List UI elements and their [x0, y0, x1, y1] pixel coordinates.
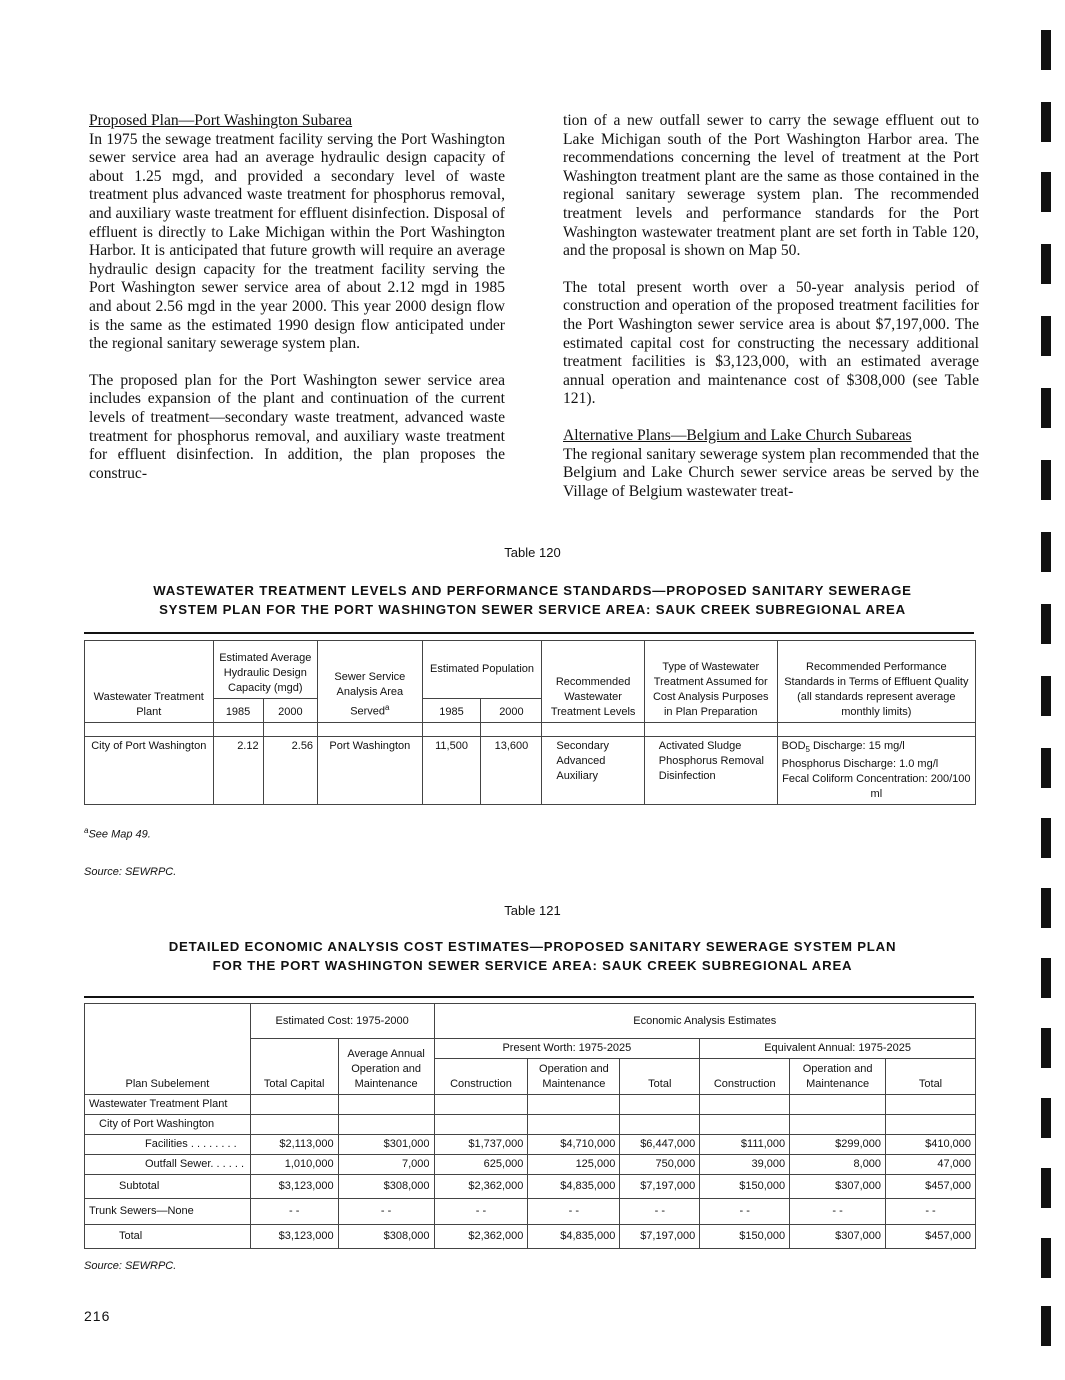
bod-value: Discharge: 15 mg/l [809, 740, 905, 752]
header-type: Type of Wastewater Treatment Assumed for Cost Analysis Purposes in Plan Preparation [644, 641, 777, 723]
source-note: Source: SEWRPC. [84, 1260, 177, 1272]
row-label: Wastewater Treatment Plant [85, 1095, 251, 1115]
table-cell-standards [777, 737, 975, 805]
paragraph: tion of a new outfall sewer to carry the sewage effluent out to Lake Michigan south of the Port Washington Harbor area. The recommendations concerning the level of treatment at the Port Washington treatment plant are the same as those contained in the regional sanitary sewerage system plan. The recommended treatment levels and performance standards for the Port Washington wastewater treatment plant are set forth in Table 120, and the proposal is shown on Map 50. [563, 112, 979, 260]
table-cell: $301,000 [338, 1135, 434, 1155]
header-present-worth: Present Worth: 1975-2025 [434, 1039, 700, 1059]
table-cell: $150,000 [700, 1225, 790, 1249]
table-cell [886, 1095, 976, 1115]
table-title-line: WASTEWATER TREATMENT LEVELS AND PERFORMANCE STANDARDS—PROPOSED SANITARY SEWERAGE [153, 583, 912, 598]
level-item: Advanced [556, 755, 606, 767]
binding-mark [1041, 1098, 1051, 1138]
binding-mark [1041, 1306, 1051, 1346]
table-cell [620, 1095, 700, 1115]
paragraph: In 1975 the sewage treatment facility serving the Port Washington sewer service area had an average hydraulic design capacity of about 1.25 mgd, and provided a secondary level of waste treatment plus advanced waste treatment for phosphorus removal, and auxiliary waste treatment for effluent disinfection. Disposal of effluent is directly to Lake Michigan within the Port Washington Harbor. It is anticipated that future growth will require an average hydraulic design capacity for the treatment facility serving the Port Washington sewer service area of about 2.12 mgd in 1985 and about 2.56 mgd in the year 2000. This year 2000 design flow is the same as the estimated 1990 design flow anticipated under the regional sanitary sewerage system plan. [89, 130, 505, 353]
section-heading-alternative-plans: Alternative Plans—Belgium and Lake Church Subareas [563, 426, 912, 444]
binding-mark [1041, 244, 1051, 284]
header-year: 2000 [481, 699, 542, 723]
header-plant: Wastewater Treatment Plant [85, 641, 214, 723]
table-cell: $4,835,000 [528, 1225, 620, 1249]
table-title [0, 581, 1065, 619]
header-total: Total [886, 1059, 976, 1095]
table-cell: 125,000 [528, 1155, 620, 1175]
binding-mark [1041, 102, 1051, 142]
footnote-marker: a [385, 703, 390, 713]
level-item: Auxiliary [556, 770, 598, 782]
table-cell: $307,000 [790, 1175, 886, 1199]
header-total-capital: Total Capital [250, 1039, 338, 1095]
binding-mark [1041, 1028, 1051, 1068]
table-cell [250, 1115, 338, 1135]
table-cell: 7,000 [338, 1155, 434, 1175]
table-cell-levels [542, 737, 644, 805]
binding-mark [1041, 1238, 1051, 1278]
binding-mark [1041, 888, 1051, 928]
table-cell: $410,000 [886, 1135, 976, 1155]
table-cell: $2,362,000 [434, 1175, 528, 1199]
binding-mark [1041, 388, 1051, 428]
header-construction: Construction [434, 1059, 528, 1095]
table-cell: City of Port Washington [85, 737, 214, 805]
table-cell: $4,710,000 [528, 1135, 620, 1155]
footnote-marker: a [84, 826, 89, 835]
table-cell: $308,000 [338, 1175, 434, 1199]
type-item: Phosphorus Removal [658, 755, 764, 767]
table-cell: 1,010,000 [250, 1155, 338, 1175]
table-row [85, 1225, 976, 1249]
binding-marks [1035, 0, 1065, 1380]
bod-standard [782, 739, 971, 757]
table-cell: 13,600 [481, 737, 542, 805]
table-cell: - - [338, 1199, 434, 1225]
header-year: 2000 [263, 699, 317, 723]
table-cell: $308,000 [338, 1225, 434, 1249]
binding-mark [1041, 172, 1051, 212]
header-standards: Recommended Performance Standards in Terms of Effluent Quality (all standards represent average monthly limits) [777, 641, 975, 723]
table-row [85, 1155, 976, 1175]
table-cell: - - [528, 1199, 620, 1225]
table-cell: - - [250, 1199, 338, 1225]
type-item: Disinfection [658, 770, 716, 782]
level-item: Secondary [556, 740, 610, 752]
section-heading-port-washington: Proposed Plan—Port Washington Subarea [89, 112, 353, 129]
table-cell: 47,000 [886, 1155, 976, 1175]
table-cell: 750,000 [620, 1155, 700, 1175]
table-cell: 2.56 [263, 737, 317, 805]
table-cell: $299,000 [790, 1135, 886, 1155]
table-row [85, 1175, 976, 1199]
row-label: Trunk Sewers—None [85, 1199, 251, 1225]
header-om: Operation and Maintenance [790, 1059, 886, 1095]
table-cell [434, 1115, 528, 1135]
table-cell [338, 1115, 434, 1135]
row-label: Facilities . . . . . . . . [85, 1135, 251, 1155]
table-cell: $2,362,000 [434, 1225, 528, 1249]
table-row [85, 1095, 976, 1115]
table-cell [338, 1095, 434, 1115]
page-number: 216 [84, 1308, 111, 1324]
table-cell: $3,123,000 [250, 1175, 338, 1199]
table-cell [886, 1115, 976, 1135]
type-item: Activated Sludge [658, 740, 742, 752]
row-label: Total [85, 1225, 251, 1249]
phosphorus-standard: Phosphorus Discharge: 1.0 mg/l [781, 758, 939, 771]
table-title-line: DETAILED ECONOMIC ANALYSIS COST ESTIMATES—PROPOSED SANITARY SEWERAGE SYSTEM PLAN [168, 939, 897, 954]
table-label: Table 121 [504, 903, 561, 918]
table-cell: 11,500 [422, 737, 481, 805]
bod-label: BOD [781, 740, 806, 752]
header-avg-om: Average Annual Operation and Maintenance [338, 1039, 434, 1095]
row-label: City of Port Washington [85, 1115, 251, 1135]
header-equivalent-annual: Equivalent Annual: 1975-2025 [700, 1039, 976, 1059]
table-cell [528, 1095, 620, 1115]
table-cell: $3,123,000 [250, 1225, 338, 1249]
left-column [89, 112, 505, 483]
binding-mark [1041, 748, 1051, 788]
table-row [85, 1199, 976, 1225]
header-levels: Recommended Wastewater Treatment Levels [542, 641, 644, 723]
header-estimated-cost: Estimated Cost: 1975-2000 [250, 1004, 434, 1039]
table-title-line: FOR THE PORT WASHINGTON SEWER SERVICE AREA: SAUK CREEK SUBREGIONAL AREA [212, 958, 853, 973]
table-cell: $111,000 [700, 1135, 790, 1155]
binding-mark [1041, 604, 1051, 644]
table-title [0, 937, 1065, 975]
table-cell [434, 1095, 528, 1115]
row-label: Subtotal [85, 1175, 251, 1199]
table-cell [528, 1115, 620, 1135]
table-121 [84, 1003, 976, 1249]
header-total: Total [620, 1059, 700, 1095]
header-year: 1985 [422, 699, 481, 723]
header-population: Estimated Population [422, 641, 542, 699]
table-cell [700, 1095, 790, 1115]
table-cell-types [644, 737, 777, 805]
table-cell [620, 1115, 700, 1135]
binding-mark [1041, 676, 1051, 716]
table-cell: $4,835,000 [528, 1175, 620, 1199]
paragraph: The proposed plan for the Port Washington sewer service area includes expansion of the plant and continuation of the current levels of treatment—secondary waste treatment, advanced waste treatment for phosphorus removal, and auxiliary waste treatment for effluent disinfection. In addition, the plan proposes the construc- [89, 371, 505, 482]
header-served-text: Sewer Service Analysis Area Served [334, 671, 406, 718]
table-cell: $1,737,000 [434, 1135, 528, 1155]
header-construction: Construction [700, 1059, 790, 1095]
header-economic: Economic Analysis Estimates [434, 1004, 975, 1039]
table-row [85, 1115, 976, 1135]
table-cell: - - [790, 1199, 886, 1225]
source-note: Source: SEWRPC. [84, 866, 177, 878]
table-cell: - - [700, 1199, 790, 1225]
table-title-line: SYSTEM PLAN FOR THE PORT WASHINGTON SEWER SERVICE AREA: SAUK CREEK SUBREGIONAL AREA [159, 602, 906, 617]
table-cell: 8,000 [790, 1155, 886, 1175]
table-cell: 2.12 [213, 737, 263, 805]
table-cell [700, 1115, 790, 1135]
table-cell: $6,447,000 [620, 1135, 700, 1155]
header-subelement: Plan Subelement [85, 1004, 251, 1095]
table-cell: - - [620, 1199, 700, 1225]
table-cell: 625,000 [434, 1155, 528, 1175]
binding-mark [1041, 1168, 1051, 1208]
footnote [84, 826, 151, 841]
header-om: Operation and Maintenance [528, 1059, 620, 1095]
table-label: Table 120 [504, 545, 561, 560]
binding-mark [1041, 316, 1051, 356]
table-cell: $457,000 [886, 1175, 976, 1199]
paragraph: The total present worth over a 50-year analysis period of construction and operation of the proposed treatment facilities for the Port Washington sewer service area is about $7,197,000. The estimated capital cost for constructing the necessary additional treatment facilities is $3,123,000, with an estimated average annual operation and maintenance cost of $308,000 (see Table 121). [563, 278, 979, 408]
binding-mark [1041, 30, 1051, 70]
table-cell: $2,113,000 [250, 1135, 338, 1155]
table-120 [84, 640, 976, 805]
header-capacity: Estimated Average Hydraulic Design Capacity (mgd) [213, 641, 318, 699]
table-cell: $307,000 [790, 1225, 886, 1249]
table-cell: - - [434, 1199, 528, 1225]
header-year: 1985 [213, 699, 263, 723]
table-cell: - - [886, 1199, 976, 1225]
table-cell [790, 1095, 886, 1115]
binding-mark [1041, 460, 1051, 500]
table-cell: $7,197,000 [620, 1175, 700, 1199]
table-cell [790, 1115, 886, 1135]
table-cell: $7,197,000 [620, 1225, 700, 1249]
binding-mark [1041, 532, 1051, 572]
bod-subscript: 5 [805, 745, 810, 755]
table-cell: $150,000 [700, 1175, 790, 1199]
table-cell: 39,000 [700, 1155, 790, 1175]
table-row [85, 1135, 976, 1155]
footnote-text: See Map 49. [88, 828, 151, 841]
divider [84, 632, 974, 634]
divider [84, 996, 974, 998]
table-cell: Port Washington [318, 737, 423, 805]
binding-mark [1041, 818, 1051, 858]
header-served [318, 641, 423, 723]
table-cell: $457,000 [886, 1225, 976, 1249]
row-label: Outfall Sewer. . . . . . [85, 1155, 251, 1175]
table-cell [250, 1095, 338, 1115]
paragraph: The regional sanitary sewerage system plan recommended that the Belgium and Lake Church sewer service areas be served by the Village of Belgium wastewater treat- [563, 445, 979, 500]
right-column [563, 112, 979, 501]
binding-mark [1041, 958, 1051, 998]
fecal-standard: Fecal Coliform Concentration: 200/100 ml [782, 773, 971, 801]
